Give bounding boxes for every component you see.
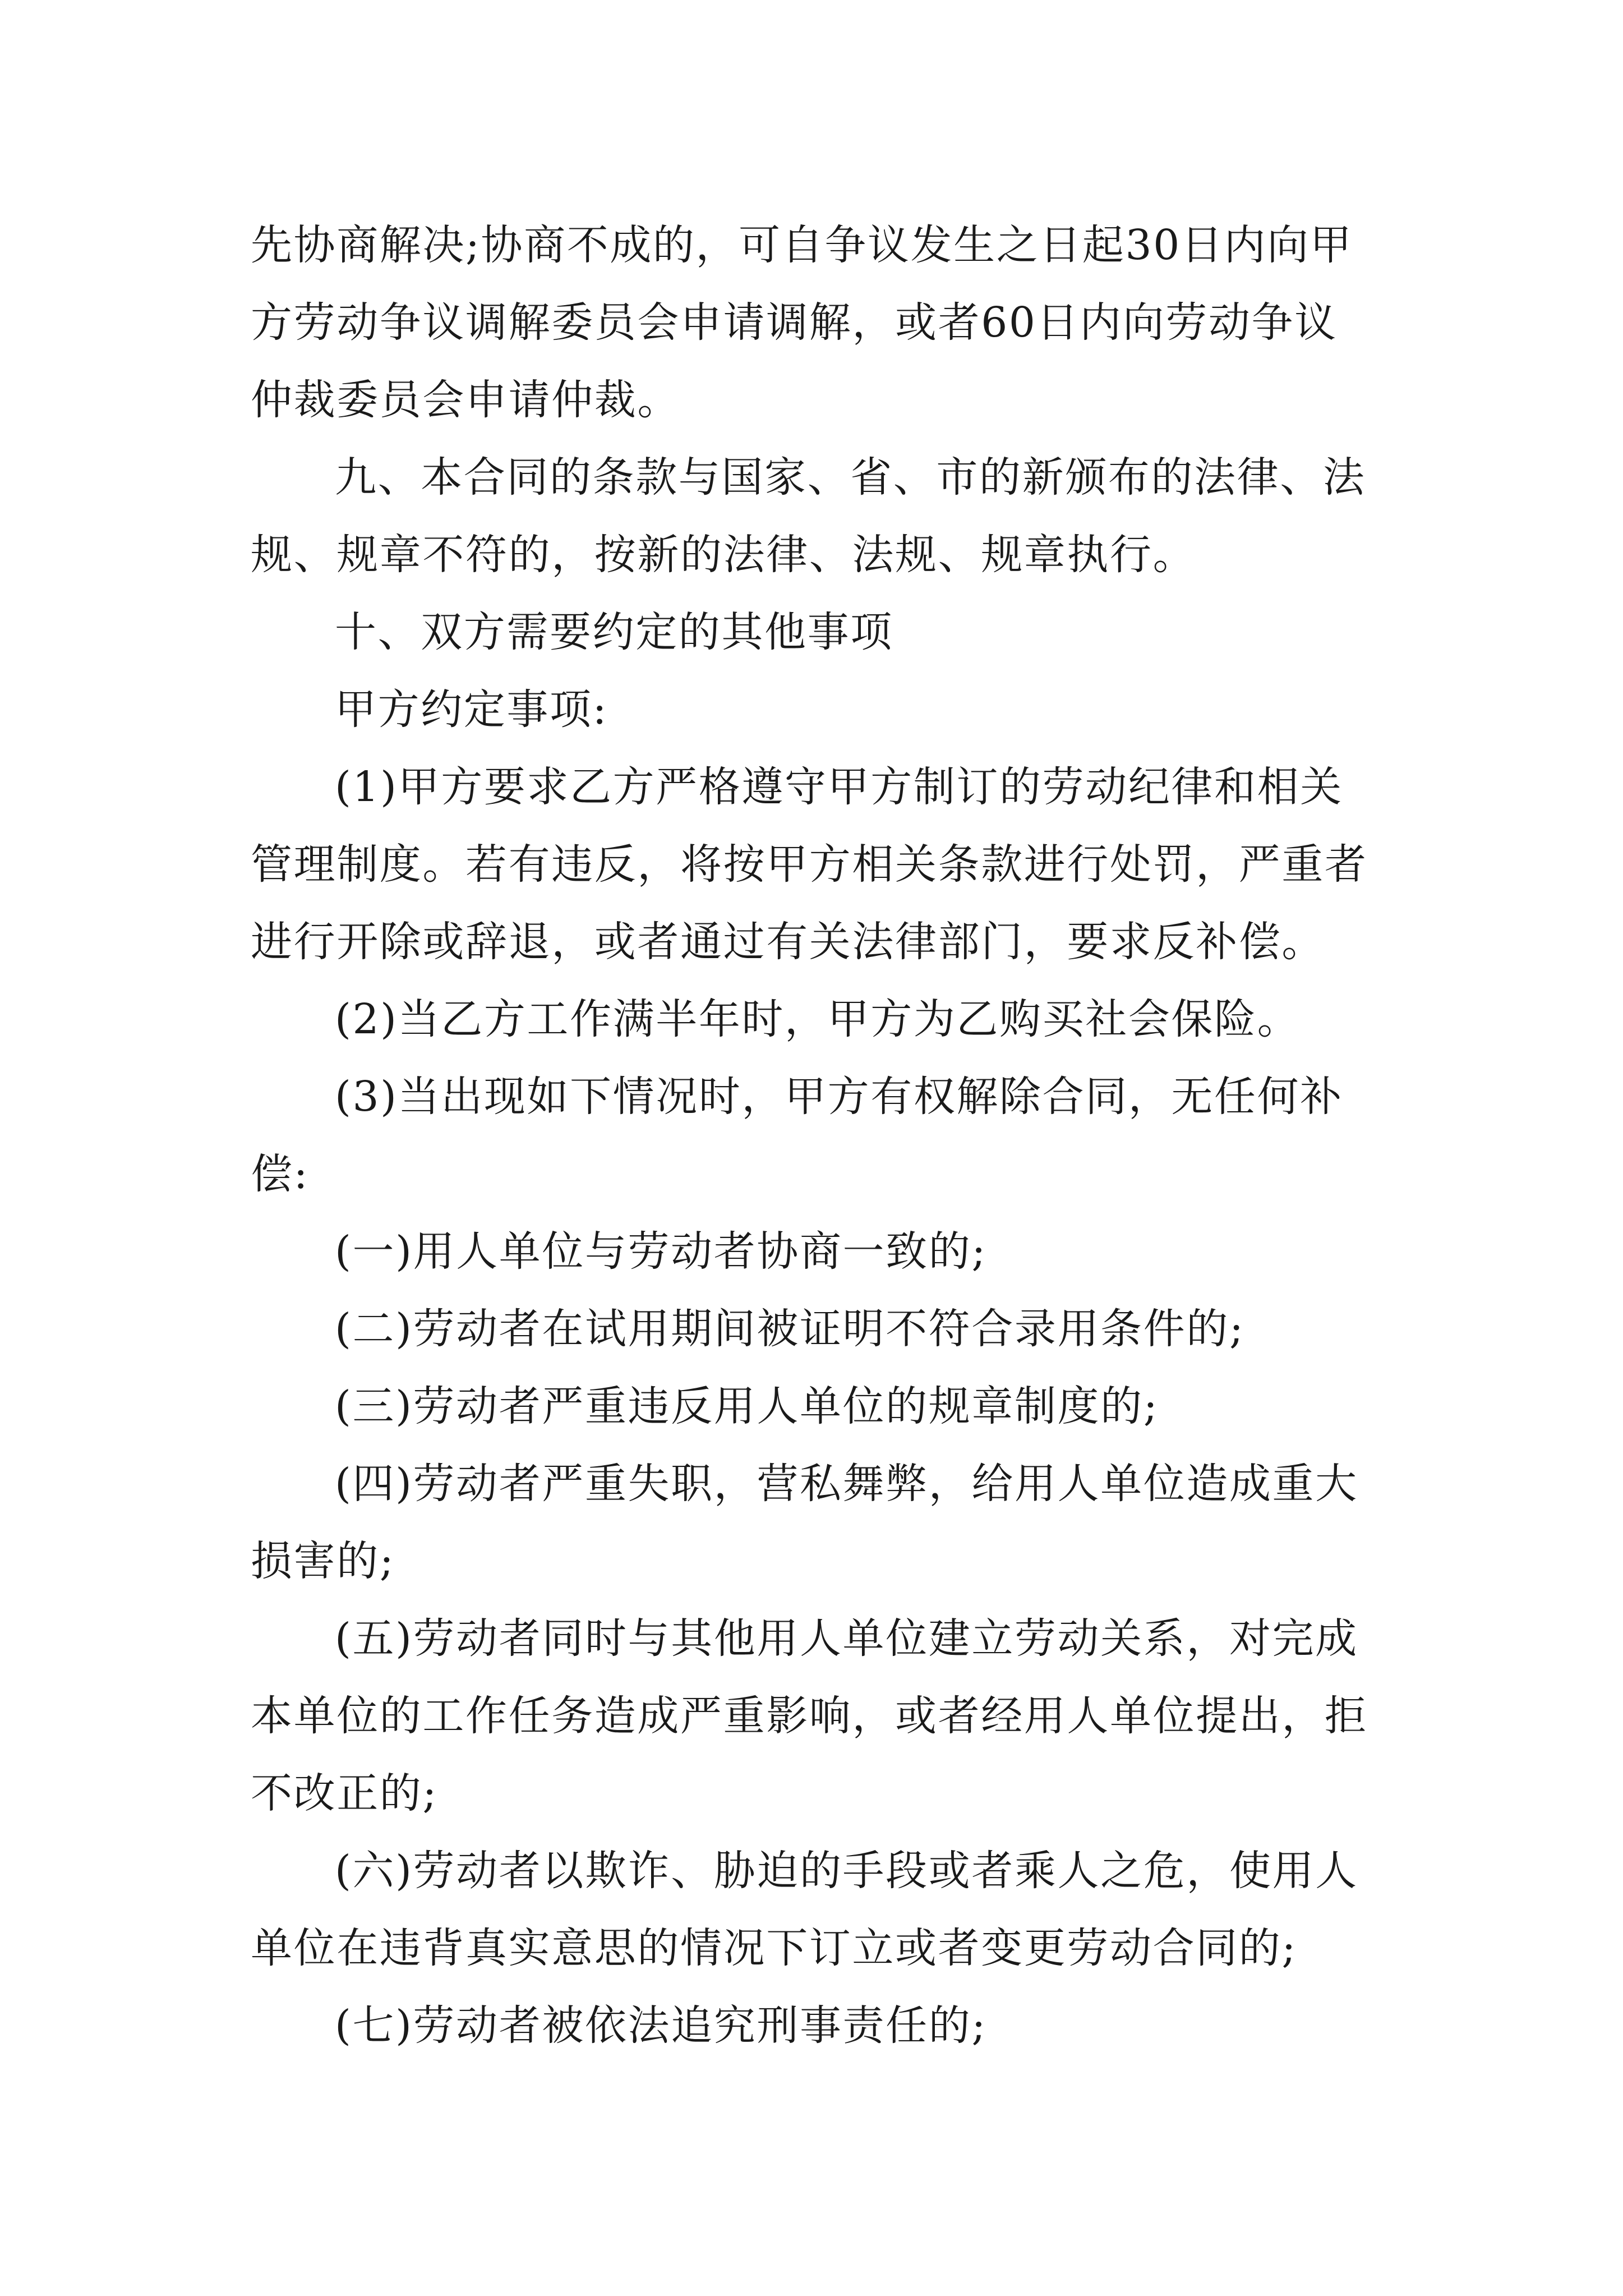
text-line: 损害的; <box>251 1537 395 1585</box>
text-line: (三)劳动者严重违反用人单位的规章制度的; <box>335 1382 1159 1430</box>
text-line: (一)用人单位与劳动者协商一致的; <box>335 1227 987 1276</box>
text-line: 偿: <box>251 1150 310 1198</box>
text-line: 本单位的工作任务造成严重影响，或者经用人单位提出，拒 <box>251 1692 1368 1740</box>
text-line: (3)当出现如下情况时，甲方有权解除合同，无任何补 <box>335 1073 1343 1121</box>
text-line: (四)劳动者严重失职，营私舞弊，给用人单位造成重大 <box>335 1460 1358 1508</box>
text-line: 仲裁委员会申请仲裁。 <box>251 376 680 424</box>
document-body <box>251 206 1389 2064</box>
text-line: (2)当乙方工作满半年时，甲方为乙购买社会保险。 <box>335 995 1301 1043</box>
text-line: 进行开除或辞退，或者通过有关法律部门，要求反补偿。 <box>251 918 1325 966</box>
text-line: 甲方约定事项: <box>335 685 608 734</box>
text-line: 不改正的; <box>251 1769 438 1818</box>
text-line: 方劳动争议调解委员会申请调解，或者60日内向劳动争议 <box>251 298 1338 347</box>
text-line: 单位在违背真实意思的情况下订立或者变更劳动合同的; <box>251 1924 1297 1972</box>
text-line: 先协商解决;协商不成的，可自争议发生之日起30日内向甲 <box>251 221 1353 269</box>
text-line: (六)劳动者以欺诈、胁迫的手段或者乘人之危，使用人 <box>335 1847 1358 1895</box>
text-line: 十、双方需要约定的其他事项 <box>335 608 893 656</box>
text-line: 管理制度。若有违反，将按甲方相关条款进行处罚，严重者 <box>251 840 1368 889</box>
text-line: (二)劳动者在试用期间被证明不符合录用条件的; <box>335 1305 1245 1353</box>
text-line: (1)甲方要求乙方严格遵守甲方制订的劳动纪律和相关 <box>335 763 1343 811</box>
text-line: 九、本合同的条款与国家、省、市的新颁布的法律、法 <box>335 453 1366 501</box>
text-line: 规、规章不符的，按新的法律、法规、规章执行。 <box>251 531 1196 579</box>
text-line: (七)劳动者被依法追究刑事责任的; <box>335 2001 987 2050</box>
text-line: (五)劳动者同时与其他用人单位建立劳动关系，对完成 <box>335 1614 1358 1663</box>
